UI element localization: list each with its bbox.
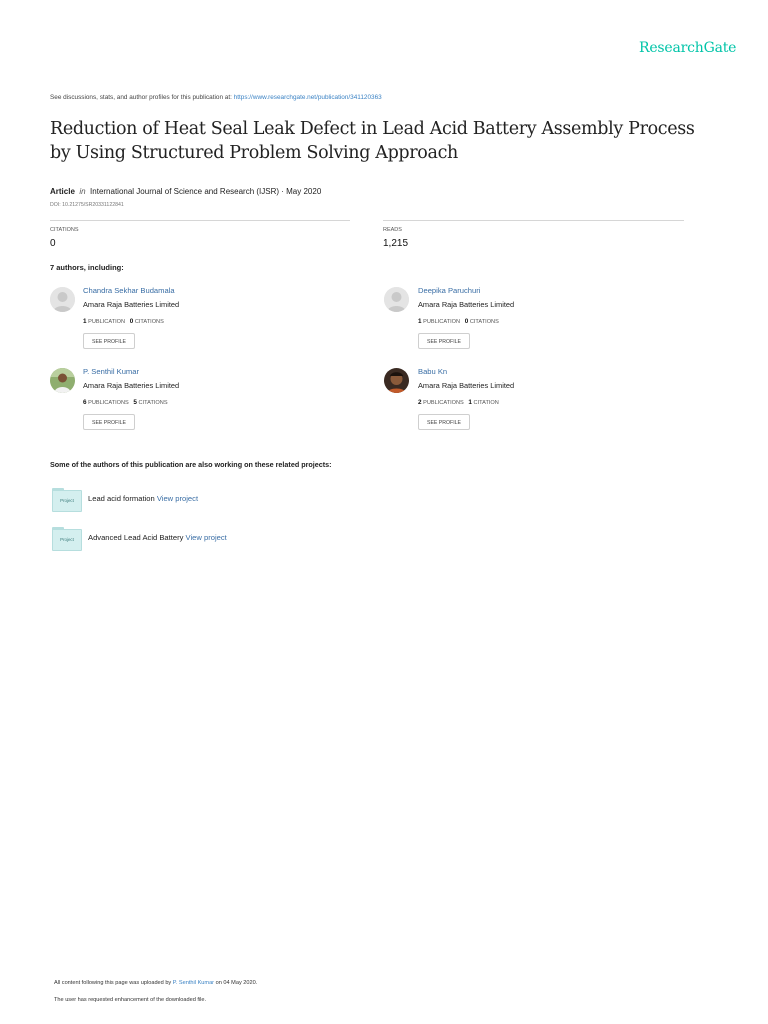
author-stats [418, 399, 499, 406]
see-profile-button[interactable]: SEE PROFILE [418, 414, 470, 430]
avatar-placeholder-icon[interactable] [50, 287, 75, 312]
project-item [88, 533, 227, 542]
enhancement-note: The user has requested enhancement of the downloaded file. [54, 997, 207, 1003]
uploader-link[interactable]: P. Senthil Kumar [172, 980, 215, 986]
author-name[interactable]: Deepika Paruchuri [418, 286, 481, 295]
view-project-link[interactable]: View project [185, 533, 227, 542]
publication-label: PUBLICATIONS [423, 400, 464, 406]
citation-count: 0 [464, 318, 469, 325]
see-profile-button[interactable]: SEE PROFILE [83, 414, 135, 430]
author-photo-icon[interactable] [384, 368, 409, 393]
citations-divider [50, 220, 350, 221]
author-stats [83, 399, 168, 406]
reads-count: 1,215 [383, 238, 409, 249]
citations-label: CITATIONS [50, 227, 79, 233]
citation-label: CITATION [473, 400, 499, 406]
discussion-line [50, 94, 382, 101]
project-item [88, 494, 198, 503]
author-name[interactable]: P. Senthil Kumar [83, 367, 139, 376]
upload-note-prefix: All content following this page was uploaded by [54, 980, 173, 986]
publication-meta [50, 187, 321, 196]
avatar-placeholder-icon[interactable] [384, 287, 409, 312]
journal-name[interactable]: International Journal of Science and Research (IJSR) · May 2020 [90, 187, 322, 196]
publication-count: 6 [83, 399, 87, 406]
author-name[interactable]: Babu Kn [418, 367, 448, 376]
citation-label: CITATIONS [469, 319, 499, 325]
author-photo-icon[interactable] [50, 368, 75, 393]
publication-count: 1 [83, 318, 87, 325]
project-name: Advanced Lead Acid Battery [88, 533, 184, 542]
article-type: Article [50, 187, 75, 196]
publication-count: 1 [418, 318, 422, 325]
meta-in: in [79, 187, 86, 196]
publication-url-link[interactable]: https://www.researchgate.net/publication/341120363 [233, 94, 382, 101]
reads-label: READS [383, 227, 402, 233]
author-name[interactable]: Chandra Sekhar Budamala [83, 286, 175, 295]
publication-label: PUBLICATION [88, 319, 126, 325]
citation-count: 0 [129, 318, 134, 325]
project-folder-icon: Project [52, 490, 82, 512]
researchgate-logo[interactable]: ResearchGate [639, 40, 737, 56]
doi: DOI: 10.21275/SR20331122841 [50, 202, 124, 208]
discussion-text: See discussions, stats, and author profiles for this publication at: [50, 94, 234, 101]
citation-count: 1 [468, 399, 472, 406]
paper-title: Reduction of Heat Seal Leak Defect in Lead Acid Battery Assembly Process by Using Structured Problem Solving Approach [50, 119, 695, 163]
citation-label: CITATIONS [134, 319, 164, 325]
citations-count: 0 [50, 238, 56, 249]
reads-divider [383, 220, 684, 221]
publication-count: 2 [418, 399, 422, 406]
upload-note [54, 980, 257, 986]
author-stats [83, 318, 164, 325]
publication-label: PUBLICATION [423, 319, 461, 325]
author-affiliation[interactable]: Amara Raja Batteries Limited [83, 300, 180, 309]
project-folder-icon: Project [52, 529, 82, 551]
project-name: Lead acid formation [88, 494, 155, 503]
related-projects-heading: Some of the authors of this publication are also working on these related projects: [50, 460, 332, 469]
see-profile-button[interactable]: SEE PROFILE [83, 333, 135, 349]
see-profile-button[interactable]: SEE PROFILE [418, 333, 470, 349]
view-project-link[interactable]: View project [156, 494, 199, 503]
author-affiliation[interactable]: Amara Raja Batteries Limited [418, 381, 515, 390]
citation-label: CITATIONS [138, 400, 168, 406]
author-affiliation[interactable]: Amara Raja Batteries Limited [418, 300, 515, 309]
publication-label: PUBLICATIONS [88, 400, 129, 406]
author-affiliation[interactable]: Amara Raja Batteries Limited [83, 381, 180, 390]
author-stats [418, 318, 499, 325]
citation-count: 5 [133, 399, 137, 406]
authors-heading: 7 authors, including: [50, 263, 124, 272]
upload-note-suffix: on 04 May 2020. [214, 980, 258, 986]
